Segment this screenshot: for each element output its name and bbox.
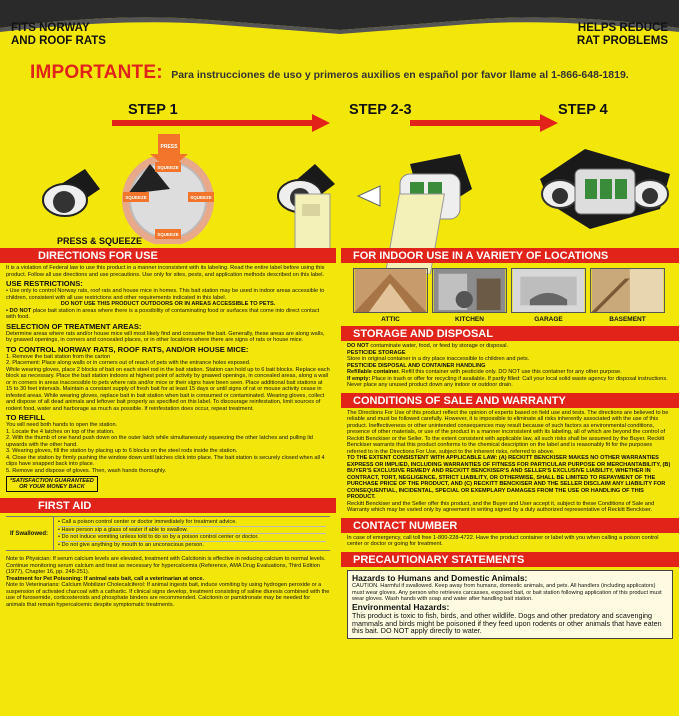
- refill-step-4: 4. Close the station by firmly pushing the window down until latches click into place. The bait station is securely closed when all 4 clips have snapped back into place.: [6, 454, 325, 467]
- helps-line2: RAT PROBLEMS: [576, 35, 668, 47]
- control-step-2: 2. Placement: Place along walls or in corners out of reach of pets with the entrance holes exposed.: [6, 360, 251, 366]
- guarantee-line2: OR YOUR MONEY BACK: [19, 484, 85, 490]
- storage-text-5: Refill this container with pesticide only. DO NOT use this container for any other purpose.: [401, 369, 622, 375]
- use-restrictions-title: USE RESTRICTIONS:: [6, 279, 83, 288]
- location-basement: [590, 268, 665, 323]
- environmental-hazards-title: Environmental Hazards:: [352, 601, 450, 612]
- squeeze-label-3: SQUEEZE: [157, 232, 179, 237]
- guarantee-box: [6, 476, 98, 492]
- attic-label: ATTIC: [381, 316, 400, 323]
- first-aid-header: [0, 498, 336, 513]
- pesticide-disposal: PESTICIDE DISPOSAL AND CONTAINER HANDLING: [347, 362, 486, 369]
- steps-section: [0, 96, 679, 246]
- left-column: [0, 248, 336, 610]
- restriction-1-bold: DO NOT USE THIS PRODUCT OUTDOORS OR IN AREAS ACCESSIBLE TO PETS.: [60, 301, 276, 307]
- note-to-veterinarians: Note to Veterinarians: Calcium Mobilizer Cholecalciferol: If animal ingests bait, induce vomiting by using hydrogen peroxide or a suspension of activated charcoal with a cathartic. If clinical signs develop, treatment consisting of saline diuresis combined with the use of furosemide, corticosteroids and phosphate binders are recommended. Calcitonin or pamidronate may be needed for animals that remain hypercalcemic despite symptomatic treatments.: [6, 582, 330, 608]
- first-aid-title: FIRST AID: [38, 500, 92, 512]
- contact-text: In case of emergency, call toll free 1-800-228-4722. Have the product container or label with you when calling a poison control center or doctor or going for treatment.: [347, 534, 659, 547]
- locations-row: [341, 263, 679, 323]
- hazards-humans-title: Hazards to Humans and Domestic Animals:: [352, 572, 528, 583]
- squeeze-label-2: SQUEEZE: [190, 195, 212, 200]
- step1-image: [20, 134, 220, 244]
- refill-step-2: 2. With the thumb of one hand push down on the outer latch while simultaneously squeezing the other latches and pulling lid upwards with the other hand.: [6, 435, 313, 448]
- press-squeeze-caption: PRESS & SQUEEZE: [57, 236, 143, 246]
- step-arrow-bar-2: [410, 120, 540, 126]
- contact-header: [341, 518, 679, 533]
- first-aid-step-1: • Call a poison control center or doctor immediately for treatment advice.: [58, 519, 326, 527]
- indoor-title: FOR INDOOR USE IN A VARIETY OF LOCATIONS: [353, 250, 609, 262]
- conditions-text-3: Reckitt Benckiser and the Seller offer this product, and the Buyer and User accept it, subject to these Conditions of Sale and Warranty which may be varied only by agreement in writing signed by a duly authorized representative of Reckitt Benckiser.: [347, 500, 655, 513]
- step-arrow-head-2: [540, 114, 558, 132]
- conditions-text-2: TO THE EXTENT CONSISTENT WITH APPLICABLE LAW: (A) RECKITT BENCKISER MAKES NO OTHER WARRANTIES EXPRESS OR IMPLIED, INCLUDING WARRANTIES OF FITNESS FOR PARTICULAR PURPOSE OR MERCHANTABILITY, (B) BUYER'S EXCLUSIVE REMEDY AND RECKITT BENCKISER'S AND SELLER'S EXCLUSIVE LIABILITY, WHETHER IN CONTRACT, TORT, NEGLIGENCE, STRICT LIABILITY, OR OTHERWISE, SHALL BE LIMITED TO REPAYMENT OF THE PURCHASE PRICE OF THE PRODUCT, AND (C) RECKITT BENCKISER AND THE SELLER DISCLAIM ANY LIABILITY FOR CONSEQUENTIAL, INCIDENTAL, SPECIAL OR EXEMPLARY DAMAGES FROM THE USE OR HANDLING OF THIS PRODUCT.: [347, 455, 671, 500]
- first-aid-notes: [0, 554, 336, 610]
- step-arrow-bar-1: [112, 120, 312, 126]
- directions-header: [0, 248, 336, 263]
- step-arrow-head-1: [312, 114, 330, 132]
- pesticide-storage: PESTICIDE STORAGE: [347, 349, 406, 356]
- refill-step-5: 5. Remove and dispose of gloves. Then, wash hands thoroughly.: [6, 467, 167, 474]
- location-attic: [353, 268, 428, 323]
- storage-text-1: contaminate water, food, or feed by storage or disposal.: [370, 343, 509, 349]
- if-swallowed-label: If Swallowed:: [6, 517, 54, 550]
- fits-norway-text: [11, 22, 106, 48]
- restriction-2-text: place bait station in areas where there is a possibility of contaminating food or surfaces that come into direct contact with food.: [6, 307, 320, 320]
- conditions-title: CONDITIONS OF SALE AND WARRANTY: [353, 394, 566, 407]
- refill-step-3: 3. Wearing gloves, fill the station by placing up to 6 blocks on the steel rods inside the station.: [6, 448, 238, 454]
- restriction-2: [6, 308, 330, 321]
- first-aid-step-4: • Do not give anything by mouth to an unconscious person.: [58, 541, 204, 548]
- contact-title: CONTACT NUMBER: [353, 519, 458, 532]
- step4-label: STEP 4: [558, 102, 608, 118]
- storage-text-3: Store in original container in a dry place inaccessible to children and pets.: [347, 356, 530, 362]
- first-aid-step-3: • Do not induce vomiting unless told to do so by a poison control center or doctor.: [58, 534, 326, 542]
- environmental-hazards-text: This product is toxic to fish, birds, and other wildlife. Dogs and other predatory and scavenging mammals and birds might be poisoned if they feed upon rodents or other animals that have eaten this bait. DO NOT apply directly to water.: [352, 611, 662, 636]
- helps-line1: HELPS REDUCE: [577, 22, 668, 34]
- indoor-header: [341, 248, 679, 263]
- squeeze-label-4: SQUEEZE: [157, 165, 179, 170]
- right-column: [341, 248, 679, 642]
- conditions-body: [341, 408, 679, 516]
- hazards-humans-text: CAUTION. Harmful if swallowed. Keep away from humans, domestic animals, and pets. All handlers (including applicators) must wear gloves. Any person who retrieves carcasses, exposed bait, or bait station following application of this product must wear gloves. Wash hands with soap and water after handling bait station.: [352, 583, 662, 602]
- storage-line-6: [347, 376, 673, 389]
- step4-image: [530, 134, 679, 244]
- precautionary-box: [347, 570, 673, 639]
- importante-text: Para instrucciones de uso y primeros auxilios en español por favor llame al 1-866-648-1819.: [171, 69, 629, 81]
- note-to-physician: Note to Physician: If serum calcium levels are elevated, treatment with Calcitonin is effective in reducing calcium to normal levels. Continue monitoring serum calcium and treat as necessary for hypercalcemia (Reference, AMA Drug Evaluations, Third Edition (1977), Chapter 16, pp. 248-251).: [6, 556, 326, 575]
- storage-header: [341, 326, 679, 341]
- storage-text-6: Place in trash or offer for recycling if available. If partly filled: Call your local solid waste agency for disposal instructions. Never place any unused product down any indoor or outdoor drain.: [347, 375, 668, 388]
- helps-reduce-text: [577, 22, 668, 48]
- precautionary-header: [341, 552, 679, 567]
- restriction-1: • Use only to control Norway rats, roof rats and house mice in homes. This bait station may be used in indoor areas accessible to children, consistent with all use restrictions and other requirements indicated in this label.: [6, 288, 325, 301]
- guarantee-line1: *SATISFACTION GUARANTEED: [10, 478, 94, 484]
- directions-intro: It is a violation of Federal law to use this product in a manner inconsistent with its labeling. Read the entire label before using this product. Follow all use directions and use precautions. Use only for sites, pests, and application methods described on this label.: [6, 265, 325, 278]
- directions-title: DIRECTIONS FOR USE: [38, 250, 158, 262]
- directions-body: [0, 263, 336, 494]
- conditions-text-1: The Directions For Use of this product reflect the opinion of experts based on field use and tests. The directions are believed to be reliable and must be followed carefully. However, it is impossible to eliminate all risks inherently associated with the use of this product. Ineffectiveness or other unintended consequences may result because of such factors as environmental conditions, presence of other materials, or use of the product in a manner inconsistent with its labeling, all of which are beyond the control of Reckitt Benckiser or the Seller. To the extent consistent with applicable law, all such risks shall be assumed by the Buyer. Reckitt Benckiser warrants that this product conforms to the chemical description on the label and is reasonably fit for the purposes referred to in the Directions For Use, subject to the inherent risks, referred to above.: [347, 409, 669, 455]
- refillable-container: Refillable container.: [347, 369, 400, 375]
- basement-photo: [590, 268, 665, 313]
- storage-donot: DO NOT: [347, 343, 369, 349]
- top-banner: [0, 0, 679, 58]
- squeeze-label-1: SQUEEZE: [125, 195, 147, 200]
- precautionary-title: PRECAUTIONARY STATEMENTS: [353, 553, 525, 566]
- importante-line: [30, 62, 629, 84]
- location-kitchen: [432, 268, 507, 323]
- first-aid-table: [6, 516, 330, 551]
- storage-body: [341, 341, 679, 391]
- first-aid-step-2: • Have person sip a glass of water if able to swallow.: [58, 527, 326, 535]
- importante-title: IMPORTANTE:: [30, 62, 163, 83]
- step23-label: STEP 2-3: [349, 102, 412, 118]
- selection-text: Determine areas where rats and/or house mice will most likely find and consume the bait. Generally, these areas are along walls, by gnawed openings, in corners and concealed places, or in other locations where there are signs of rats or house mice.: [6, 330, 325, 343]
- press-arrow-label: PRESS: [160, 144, 178, 150]
- refill-intro: You will need both hands to open the station.: [6, 422, 118, 428]
- storage-title: STORAGE AND DISPOSAL: [353, 328, 493, 340]
- fits-line1: FITS NORWAY: [11, 22, 90, 34]
- location-garage: [511, 268, 586, 323]
- control-title: TO CONTROL NORWAY RATS, ROOF RATS, AND/OR HOUSE MICE:: [6, 344, 249, 354]
- step1-label: STEP 1: [128, 102, 178, 118]
- refill-step-1: 1. Locate the 4 latches on top of the station.: [6, 428, 115, 435]
- basement-label: BASEMENT: [609, 316, 646, 323]
- first-aid-steps: [54, 517, 330, 550]
- garage-photo: [511, 268, 586, 313]
- control-step-3: While wearing gloves, place 2 blocks of bait on each steel rod in the bait station. Station can hold up to 6 bait blocks. Replace each block as necessary. Place the bait station indoors at highest point of activity by gnawed openings, in concealed areas, along a wall or in corners in areas inaccessible to pets where rats and/or mice or their signs have been seen. Place additional bait stations at 15 to 30 feet intervals. Maintain a constant supply of fresh bait for at least 15 days or until signs of rat or mouse activity cease in infested areas. While wearing gloves, replace bait in bait station when bait is consumed or contaminated. Wearing gloves, collect and dispose of all dead animals and leftover bait properly as specified on this label. To discourage reinfestation, limit sources of rodent food, water and harborage as much as possible. If reinfestation does occur, repeat treatment.: [6, 366, 330, 412]
- if-empty: If empty:: [347, 375, 371, 382]
- kitchen-label: KITCHEN: [455, 316, 484, 323]
- garage-label: GARAGE: [534, 316, 563, 323]
- attic-photo: [353, 268, 428, 313]
- pet-poisoning: Treatment for Pet Poisoning: If animal eats bait, call a veterinarian at once.: [6, 575, 205, 582]
- kitchen-photo: [432, 268, 507, 313]
- conditions-header: [341, 393, 679, 408]
- control-step-1: 1. Remove the bait station from the carton: [6, 353, 111, 360]
- selection-title: SELECTION OF TREATMENT AREAS:: [6, 321, 142, 331]
- refill-title: TO REFILL: [6, 413, 46, 422]
- restriction-2-bold: • DO NOT: [6, 307, 32, 314]
- fits-line2: AND ROOF RATS: [11, 35, 106, 47]
